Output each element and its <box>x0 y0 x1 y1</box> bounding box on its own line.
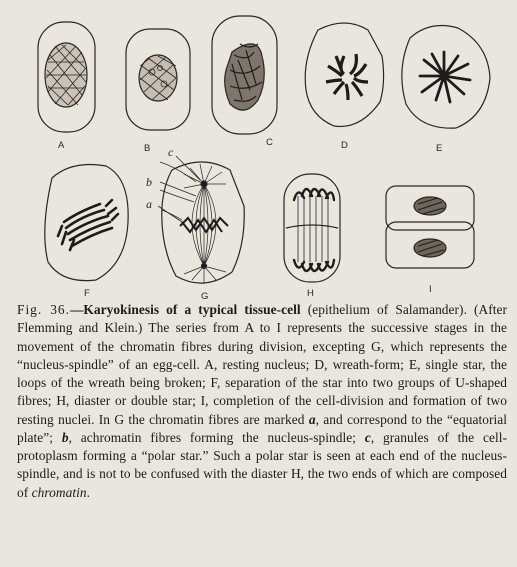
label-f: F <box>84 288 90 299</box>
cell-i <box>386 186 474 268</box>
cell-c <box>212 16 277 134</box>
annotation-b: b <box>146 175 152 189</box>
figure-caption <box>17 301 507 502</box>
caption-body-4: , granules of the cell-protoplasm forming a “polar star.” Such a polar star is seen at each end of the nucleus-spindle, and is not to be confused with the diaster H, the two ends of which are composed of <box>17 429 508 500</box>
label-c: C <box>266 137 273 148</box>
label-g: G <box>201 291 209 300</box>
cell-e <box>402 26 490 129</box>
mark-b: b <box>61 429 69 445</box>
caption-body-3: , achromatin fibres forming the nucleus-spindle; <box>68 429 365 445</box>
caption-body-1: (epithelium of Salamander). (After Flemming and Klein.) The series from A to I represents the successive stages in the movement of the chromatin fibres during division, excepting G, which represents the “nucleus-spindle” of an egg-cell. A, resting nucleus; D, wreath-form; E, single star, the loops of the wreath being broken; F, separation of the star into two groups of U-shaped fibres; H, diaster or double star; I, completion of the cell-division and formation of two resting nuclei. In G the chromatin fibres are marked <box>17 302 508 427</box>
label-a: A <box>58 140 65 151</box>
cell-h <box>284 174 340 282</box>
cell-g <box>160 162 244 284</box>
label-b: B <box>144 143 151 154</box>
label-i: I <box>429 284 432 295</box>
chromatin-word: chromatin <box>31 484 87 500</box>
caption-body-2: , and correspond to the “equatorial plate”; <box>17 411 508 445</box>
mark-c: c <box>364 429 371 445</box>
mark-a: a <box>308 411 316 427</box>
label-e: E <box>436 143 443 154</box>
annotation-c: c <box>168 145 174 159</box>
cell-a <box>38 22 95 132</box>
caption-end: . <box>86 484 91 500</box>
label-d: D <box>341 140 348 151</box>
cell-d <box>305 23 383 127</box>
caption-title: —Karyokinesis of a typical tissue-cell <box>69 302 301 317</box>
cell-f <box>45 165 128 281</box>
label-h: H <box>307 288 314 299</box>
figure-number: Fig. 36. <box>17 302 70 317</box>
annotation-a: a <box>146 197 152 211</box>
cell-b <box>126 29 190 130</box>
